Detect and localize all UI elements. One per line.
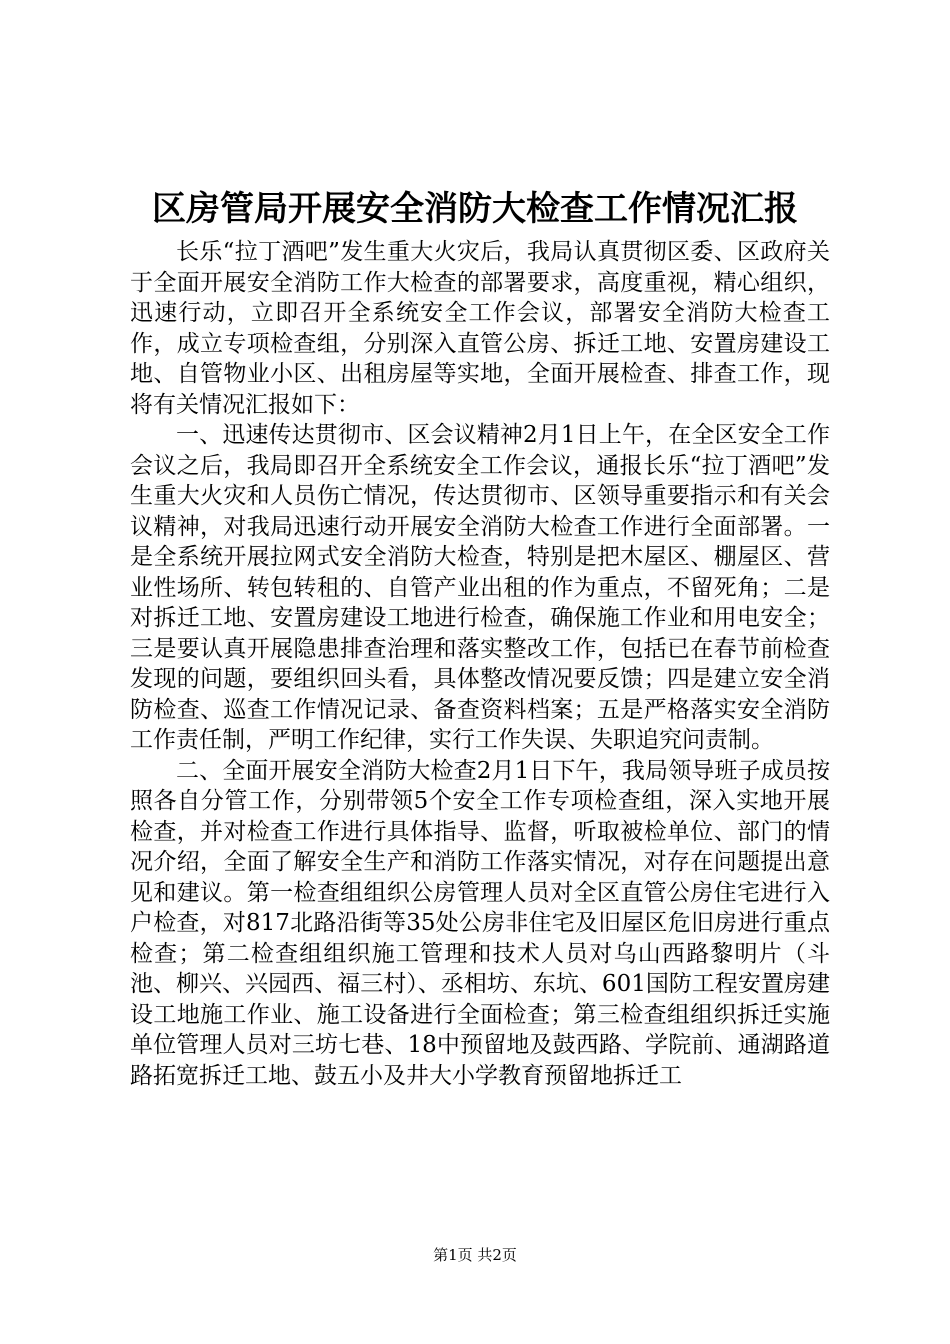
document-body — [130, 237, 830, 1091]
paragraph-intro: 长乐“拉丁酒吧”发生重大火灾后，我局认真贯彻区委、区政府关于全面开展安全消防工作大检查的部署要求，高度重视，精心组织，迅速行动，立即召开全系统安全工作会议，部署安全消防大检查工作，成立专项检查组，分别深入直管公房、拆迁工地、安置房建设工地、自管物业小区、出租房屋等实地，全面开展检查、排查工作，现将有关情况汇报如下： — [130, 239, 830, 418]
paragraph-section-one: 一、迅速传达贯彻市、区会议精神2月1日上午，在全区安全工作会议之后，我局即召开全系统安全工作会议，通报长乐“拉丁酒吧”发生重大火灾和人员伤亡情况，传达贯彻市、区领导重要指示和有关会议精神，对我局迅速行动开展安全消防大检查工作进行全面部署。一是全系统开展拉网式安全消防大检查，特别是把木屋区、棚屋区、营业性场所、转包转租的、自管产业出租的作为重点，不留死角；二是对拆迁工地、安置房建设工地进行检查，确保施工作业和用电安全；三是要认真开展隐患排查治理和落实整改工作，包括已在春节前检查发现的问题，要组织回头看，具体整改情况要反馈；四是建立安全消防检查、巡查工作情况记录、备查资料档案；五是严格落实安全消防工作责任制，严明工作纪律，实行工作失误、失职追究问责制。 — [130, 422, 830, 753]
page-number-footer: 第1页 共2页 — [433, 1246, 517, 1264]
paragraph-section-two: 二、全面开展安全消防大检查2月1日下午，我局领导班子成员按照各自分管工作，分别带领5个安全工作专项检查组，深入实地开展检查，并对检查工作进行具体指导、监督，听取被检单位、部门的情况介绍，全面了解安全生产和消防工作落实情况，对存在问题提出意见和建议。第一检查组组织公房管理人员对全区直管公房住宅进行入户检查，对817北路沿街等35处公房非住宅及旧屋区危旧房进行重点检查；第二检查组组织施工管理和技术人员对乌山西路黎明片（斗池、柳兴、兴园西、福三村）、丞相坊、东坑、601国防工程安置房建设工地施工作业、施工设备进行全面检查；第三检查组组织拆迁实施单位管理人员对三坊七巷、18中预留地及鼓西路、学院前、通湖路道路拓宽拆迁工地、鼓五小及井大小学教育预留地拆迁工 — [130, 757, 830, 1089]
document-title: 区房管局开展安全消防大检查工作情况汇报 — [152, 189, 798, 229]
